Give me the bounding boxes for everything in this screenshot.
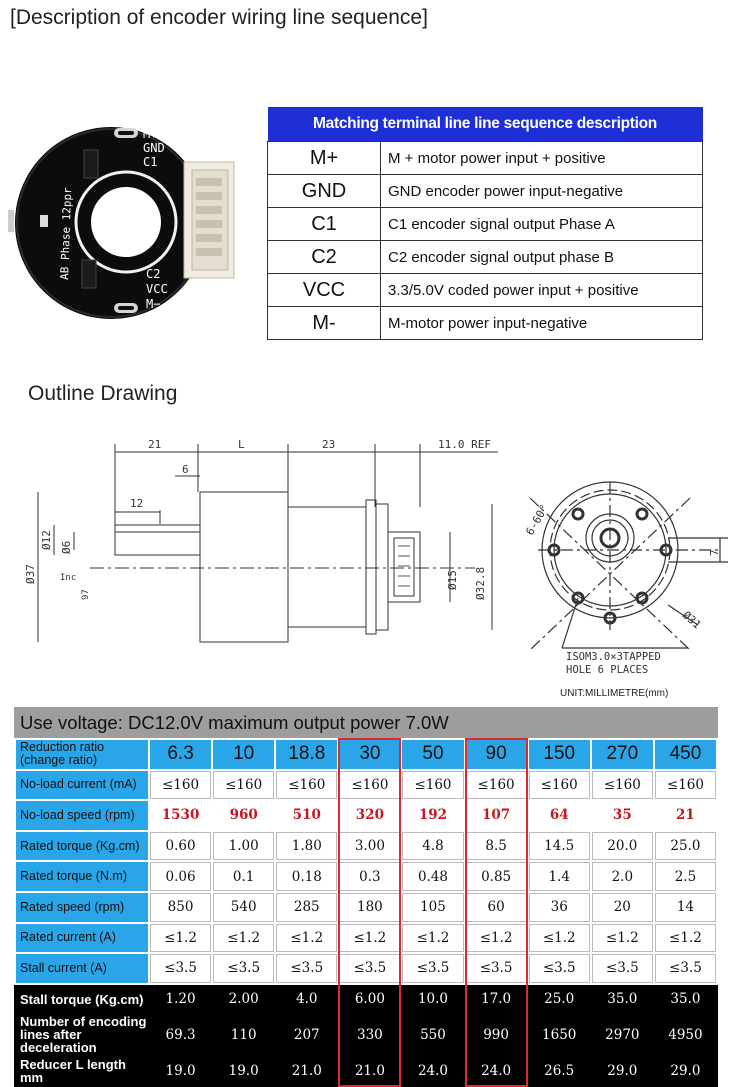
spec-row-label: No-load speed (rpm) (15, 800, 149, 831)
spec-cell: 150 (528, 739, 591, 770)
spec-row (15, 861, 717, 892)
wiring-pin: GND (268, 175, 381, 208)
spec-cell: ≤1.2 (654, 923, 717, 954)
spec-cell: ≤1.2 (591, 923, 654, 954)
dim-phi328: Ø32.8 (474, 566, 487, 600)
dim-inc-value: 97 (81, 589, 91, 600)
spec-row (15, 892, 717, 923)
spec-cell: 90 (465, 739, 528, 770)
spec-row (15, 923, 717, 954)
dim-tapped-2: HOLE 6 PLACES (566, 664, 649, 676)
spec-cell: 14.5 (528, 831, 591, 862)
spec-cell: 0.1 (212, 861, 275, 892)
wiring-table-header: Matching terminal line line sequence description (268, 107, 703, 142)
spec-cell: ≤3.5 (528, 953, 591, 984)
dim-21: 21 (148, 438, 162, 451)
spec-table (14, 738, 718, 1087)
board-pin-bottom-2: VCC (146, 282, 168, 296)
spec-cell: ≤160 (338, 770, 401, 801)
spec-cell: ≤160 (528, 770, 591, 801)
spec-cell: ≤1.2 (338, 923, 401, 954)
spec-cell: 6.00 (338, 984, 401, 1015)
spec-cell: ≤3.5 (591, 953, 654, 984)
dim-7: 7 (708, 549, 721, 556)
wiring-pin: C2 (268, 241, 381, 274)
dim-6: 6 (182, 463, 189, 476)
encoder-board-image (6, 100, 250, 345)
spec-cell: ≤3.5 (401, 953, 464, 984)
spec-cell: 285 (275, 892, 338, 923)
wiring-row (268, 307, 703, 340)
spec-cell: ≤1.2 (465, 923, 528, 954)
spec-cell: 850 (149, 892, 212, 923)
spec-cell: 24.0 (465, 1055, 528, 1086)
spec-row (15, 800, 717, 831)
spec-cell: 2.5 (654, 861, 717, 892)
spec-row-label: Number of encoding lines after deceleration (15, 1014, 149, 1055)
board-pin-top-1: M+ (143, 127, 158, 141)
dim-12: 12 (130, 497, 144, 510)
spec-cell: ≤160 (401, 770, 464, 801)
wiring-row (268, 142, 703, 175)
wiring-row (268, 241, 703, 274)
spec-cell: 21 (654, 800, 717, 831)
wiring-desc: C1 encoder signal output Phase A (381, 208, 703, 241)
spec-cell: 50 (401, 739, 464, 770)
spec-row (15, 831, 717, 862)
spec-cell: 35.0 (654, 984, 717, 1015)
spec-cell: 10 (212, 739, 275, 770)
spec-cell: 35.0 (591, 984, 654, 1015)
dim-inc: Inc (60, 573, 77, 583)
spec-row (15, 984, 717, 1015)
wiring-desc: C2 encoder signal output phase B (381, 241, 703, 274)
spec-cell: 17.0 (465, 984, 528, 1015)
spec-cell: 60 (465, 892, 528, 923)
spec-cell: 107 (465, 800, 528, 831)
spec-cell: 510 (275, 800, 338, 831)
dim-phi12: Ø12 (40, 530, 53, 550)
spec-cell: 29.0 (591, 1055, 654, 1086)
spec-row-label: Stall current (A) (15, 953, 149, 984)
board-pin-top-2: GND (143, 141, 165, 155)
spec-row (15, 739, 717, 770)
spec-row (15, 1014, 717, 1055)
spec-cell: 207 (275, 1014, 338, 1055)
spec-cell: ≤1.2 (212, 923, 275, 954)
spec-row (15, 1055, 717, 1086)
dim-angle: 6-60° (523, 502, 552, 538)
spec-cell: 0.06 (149, 861, 212, 892)
spec-cell: 540 (212, 892, 275, 923)
spec-cell: 3.00 (338, 831, 401, 862)
spec-cell: 20 (591, 892, 654, 923)
spec-cell: 1530 (149, 800, 212, 831)
wiring-table (267, 107, 703, 340)
spec-cell: 25.0 (528, 984, 591, 1015)
spec-cell: 0.18 (275, 861, 338, 892)
spec-cell: ≤1.2 (149, 923, 212, 954)
spec-cell: ≤3.5 (465, 953, 528, 984)
spec-cell: 24.0 (401, 1055, 464, 1086)
spec-cell: 2.00 (212, 984, 275, 1015)
spec-cell: ≤1.2 (401, 923, 464, 954)
wiring-row (268, 274, 703, 307)
spec-cell: ≤3.5 (654, 953, 717, 984)
spec-cell: 550 (401, 1014, 464, 1055)
spec-cell: 10.0 (401, 984, 464, 1015)
spec-title: Use voltage: DC12.0V maximum output power 7.0W (14, 707, 718, 738)
spec-cell: 29.0 (654, 1055, 717, 1086)
unit-label: UNIT:MILLIMETRE(mm) (560, 688, 669, 699)
spec-cell: 6.3 (149, 739, 212, 770)
spec-cell: 192 (401, 800, 464, 831)
spec-cell: 18.8 (275, 739, 338, 770)
spec-cell: ≤3.5 (338, 953, 401, 984)
dim-ref: 11.0 REF (438, 438, 491, 451)
wiring-desc: 3.3/5.0V coded power input + positive (381, 274, 703, 307)
spec-row-label: Stall torque (Kg.cm) (15, 984, 149, 1015)
spec-cell: 4.0 (275, 984, 338, 1015)
spec-row (15, 770, 717, 801)
spec-cell: 8.5 (465, 831, 528, 862)
spec-cell: 14 (654, 892, 717, 923)
spec-cell: 2.0 (591, 861, 654, 892)
dim-tapped-1: ISOM3.0×3TAPPED (566, 651, 661, 663)
board-pin-top-3: C1 (143, 155, 158, 169)
spec-cell: ≤3.5 (212, 953, 275, 984)
spec-cell: 19.0 (149, 1055, 212, 1086)
wiring-pin: M+ (268, 142, 381, 175)
spec-row-label: Rated torque (Kg.cm) (15, 831, 149, 862)
outline-front-view (518, 490, 746, 680)
spec-cell: 270 (591, 739, 654, 770)
spec-cell: 990 (465, 1014, 528, 1055)
spec-row-label: Rated speed (rpm) (15, 892, 149, 923)
wiring-row (268, 208, 703, 241)
spec-cell: ≤160 (465, 770, 528, 801)
wiring-desc: M + motor power input + positive (381, 142, 703, 175)
spec-cell: 30 (338, 739, 401, 770)
board-phase-label: AB Phase 12ppr (58, 186, 75, 281)
spec-cell: 0.3 (338, 861, 401, 892)
spec-cell: 1.00 (212, 831, 275, 862)
spec-cell: 1.80 (275, 831, 338, 862)
spec-row-label: No-load current (mA) (15, 770, 149, 801)
spec-cell: ≤160 (654, 770, 717, 801)
wiring-desc: GND encoder power input-negative (381, 175, 703, 208)
spec-cell: 330 (338, 1014, 401, 1055)
spec-row-label: Rated current (A) (15, 923, 149, 954)
spec-cell: 960 (212, 800, 275, 831)
spec-cell: 69.3 (149, 1014, 212, 1055)
spec-cell: 26.5 (528, 1055, 591, 1086)
section-title: [Description of encoder wiring line sequence] (10, 6, 428, 29)
spec-cell: 4950 (654, 1014, 717, 1055)
spec-cell: ≤1.2 (528, 923, 591, 954)
spec-cell: 35 (591, 800, 654, 831)
wiring-pin: M- (268, 307, 381, 340)
outline-side-view (24, 432, 510, 652)
spec-cell: 450 (654, 739, 717, 770)
spec-row-label: Rated torque (N.m) (15, 861, 149, 892)
spec-cell: ≤3.5 (275, 953, 338, 984)
wiring-pin: C1 (268, 208, 381, 241)
dim-phi6: Ø6 (60, 540, 73, 554)
spec-cell: 2970 (591, 1014, 654, 1055)
spec-cell: ≤3.5 (149, 953, 212, 984)
wiring-desc: M-motor power input-negative (381, 307, 703, 340)
spec-cell: ≤1.2 (275, 923, 338, 954)
spec-table-wrap (14, 707, 718, 1085)
spec-cell: 20.0 (591, 831, 654, 862)
outline-title: Outline Drawing (28, 382, 178, 405)
spec-cell: 1650 (528, 1014, 591, 1055)
spec-cell: 1.4 (528, 861, 591, 892)
spec-cell: ≤160 (591, 770, 654, 801)
spec-cell: 1.20 (149, 984, 212, 1015)
wiring-row (268, 175, 703, 208)
spec-cell: 0.60 (149, 831, 212, 862)
spec-cell: 25.0 (654, 831, 717, 862)
board-pin-bottom-3: M− (146, 297, 161, 311)
spec-cell: 19.0 (212, 1055, 275, 1086)
wiring-pin: VCC (268, 274, 381, 307)
spec-row-label: Reduction ratio (change ratio) (15, 739, 149, 770)
dim-phi37: Ø37 (24, 564, 37, 584)
spec-cell: 180 (338, 892, 401, 923)
spec-cell: 105 (401, 892, 464, 923)
dim-23: 23 (322, 438, 336, 451)
dim-phi15: Ø15 (446, 570, 459, 590)
spec-row-label: Reducer L length mm (15, 1055, 149, 1086)
spec-cell: 0.48 (401, 861, 464, 892)
spec-cell: 21.0 (338, 1055, 401, 1086)
board-pin-bottom-1: C2 (146, 267, 161, 281)
spec-cell: ≤160 (275, 770, 338, 801)
spec-cell: 110 (212, 1014, 275, 1055)
spec-cell: 4.8 (401, 831, 464, 862)
spec-cell: ≤160 (149, 770, 212, 801)
spec-row (15, 953, 717, 984)
spec-cell: 21.0 (275, 1055, 338, 1086)
spec-cell: ≤160 (212, 770, 275, 801)
spec-cell: 0.85 (465, 861, 528, 892)
spec-cell: 36 (528, 892, 591, 923)
spec-cell: 320 (338, 800, 401, 831)
dim-L: L (238, 438, 245, 451)
spec-cell: 64 (528, 800, 591, 831)
dim-phi31: Ø31 (679, 608, 704, 632)
